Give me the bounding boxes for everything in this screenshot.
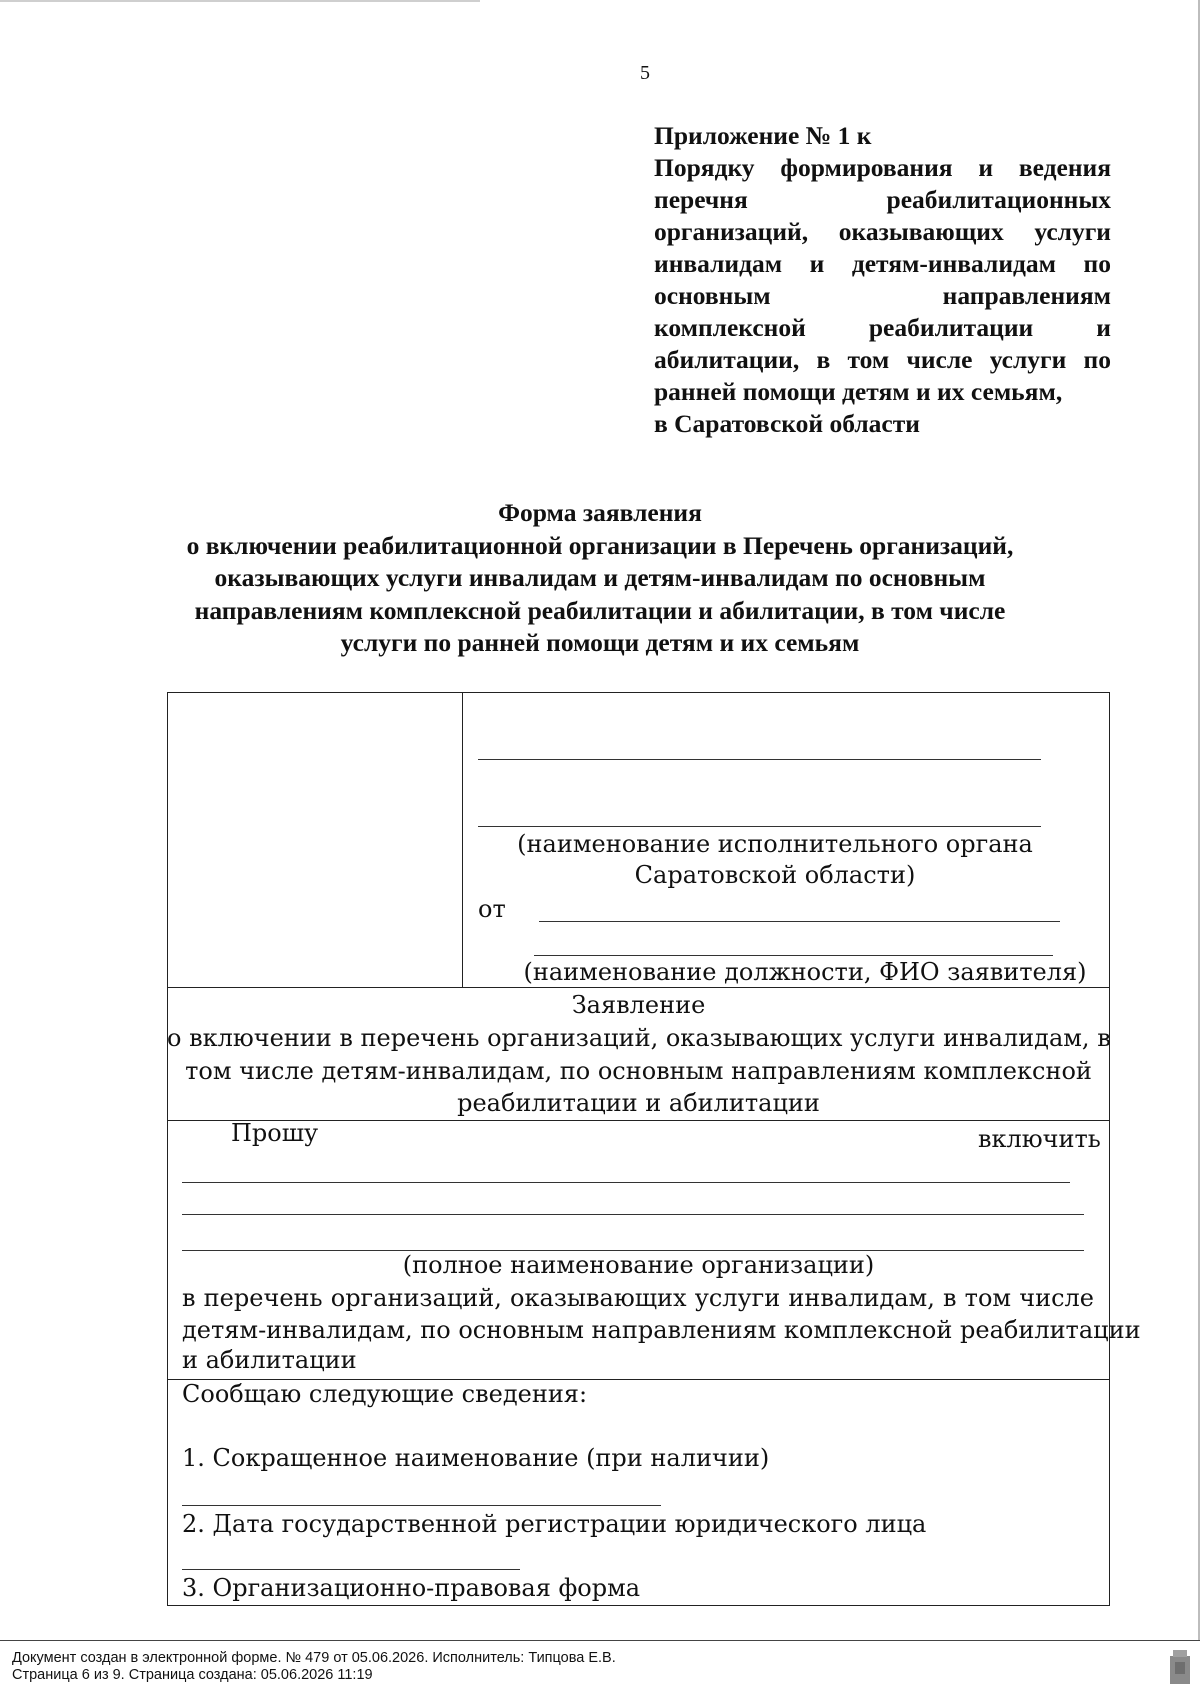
details-item-2: 2. Дата государственной регистрации юридического лица [182,1510,927,1538]
form-title [150,497,1050,660]
request-body-line: в перечень организаций, оказывающих услуги инвалидам, в том числе [182,1284,1094,1312]
page-number: 5 [640,62,650,84]
request-word-left: Прошу [231,1119,319,1147]
appendix-line: инвалидам и детям-инвалидам по [654,249,1111,278]
statement-line: реабилитации и абилитации [457,1089,820,1117]
appendix-line: ранней помощи детям и их семьям, [654,377,1063,406]
form-title-line: услуги по ранней помощи детям и их семьям [340,628,860,657]
appendix-line: Приложение № 1 к [654,121,872,150]
applicant-line-2[interactable] [534,955,1053,956]
details-item-3: 3. Организационно-правовая форма [182,1574,641,1602]
org-full-name-line-1[interactable] [182,1182,1070,1183]
org-name-caption: Саратовской области) [634,861,916,889]
org-name-line-2[interactable] [478,826,1041,827]
document-footer [0,1640,1200,1699]
scan-edge-top [0,0,480,2]
appendix-line: перечня реабилитационных [654,185,1111,214]
form-title-line: о включении реабилитационной организации в Перечень организаций, [186,530,1014,560]
org-name-line-1[interactable] [478,759,1041,760]
cell-divider [462,692,463,988]
request-body-line: детям-инвалидам, по основным направлениям комплексной реабилитации [182,1316,1141,1344]
statement-line: том числе детям-инвалидам, по основным направлениям комплексной [185,1057,1092,1085]
appendix-line: основным направлениям [654,281,1111,310]
statement-line: о включении в перечень организаций, оказывающих услуги инвалидам, в [167,1024,1111,1052]
form-title-line: Форма заявления [498,498,702,527]
form-title-line: направлениям комплексной реабилитации и абилитации, в том числе [194,595,1006,625]
appendix-line: организаций, оказывающих услуги [654,217,1111,246]
from-label: от [478,895,506,923]
statement-title: Заявление [571,991,706,1019]
request-body-line: и абилитации [182,1346,357,1374]
details-item-1: 1. Сокращенное наименование (при наличии) [182,1444,770,1472]
org-name-caption: (наименование исполнительного органа [517,830,1033,858]
org-full-name-line-2[interactable] [182,1214,1084,1215]
applicant-line-1[interactable] [539,921,1060,922]
org-full-name-caption: (полное наименование организации) [402,1251,875,1279]
form-title-line: оказывающих услуги инвалидам и детям-инвалидам по основным [214,563,986,592]
details-intro: Сообщаю следующие сведения: [182,1380,588,1408]
short-name-line[interactable] [182,1505,661,1506]
registration-date-line[interactable] [182,1569,520,1570]
appendix-line: абилитации, в том числе услуги по [654,345,1111,374]
appendix-line: комплексной реабилитации и [654,313,1111,342]
row-divider [167,987,1110,988]
request-word-right: включить [978,1125,1101,1153]
appendix-line: Порядку формирования и ведения [654,153,1111,182]
appendix-line: в Саратовской области [654,409,920,438]
footer-line: Документ создан в электронной форме. № 479 от 05.06.2026. Исполнитель: Типцова Е.В. [12,1650,616,1666]
applicant-caption: (наименование должности, ФИО заявителя) [523,958,1087,986]
footer-line: Страница 6 из 9. Страница создана: 05.06.2026 11:19 [12,1667,373,1683]
coat-of-arms-icon [1168,1648,1192,1686]
appendix-header [654,120,1111,440]
